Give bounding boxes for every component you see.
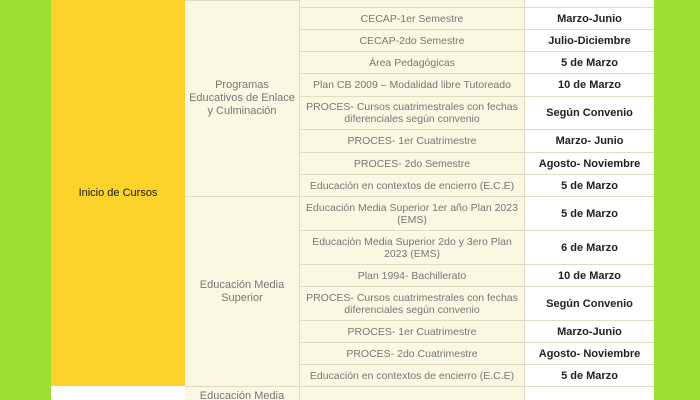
row-description xyxy=(299,0,525,7)
row-description: Educación en contextos de encierro (E.C.E) xyxy=(299,174,525,196)
row-date: Según Convenio xyxy=(525,286,654,320)
table-row xyxy=(299,264,654,286)
row-description xyxy=(299,386,525,400)
row-description: PROCES- Cursos cuatrimestrales con fechas diferenciales según convenio xyxy=(299,96,525,129)
table-row xyxy=(299,386,654,400)
table-row xyxy=(299,96,654,129)
group-title: Educación Media xyxy=(199,390,285,400)
row-date: Según Convenio xyxy=(525,96,654,129)
group-cell-media-superior xyxy=(185,196,299,386)
row-date: Julio-Diciembre xyxy=(525,29,654,51)
category-label: Inicio de Cursos xyxy=(78,187,158,199)
table-row xyxy=(299,7,654,29)
row-description: PROCES- Cursos cuatrimestrales con fechas diferenciales según convenio xyxy=(299,286,525,320)
table-row xyxy=(299,29,654,51)
row-description: Educación Media Superior 2do y 3ero Plan 2023 (EMS) xyxy=(299,230,525,264)
row-date: 6 de Marzo xyxy=(525,230,654,264)
group-cell-enlace xyxy=(185,0,299,196)
category-cell xyxy=(51,0,185,386)
row-date: 5 de Marzo xyxy=(525,174,654,196)
row-date: Marzo-Junio xyxy=(525,7,654,29)
row-date: 5 de Marzo xyxy=(525,364,654,386)
table-row xyxy=(299,320,654,342)
group-title: Programas Educativos de Enlace y Culminación xyxy=(189,79,295,117)
row-description: CECAP-2do Semestre xyxy=(299,29,525,51)
row-description: PROCES- 2do Cuatrimestre xyxy=(299,342,525,364)
table-row xyxy=(299,152,654,174)
row-description: PROCES- 2do Semestre xyxy=(299,152,525,174)
row-date xyxy=(525,0,654,7)
table-row xyxy=(299,196,654,230)
schedule-table xyxy=(51,0,654,400)
row-date: Agosto- Noviembre xyxy=(525,152,654,174)
table-row xyxy=(299,230,654,264)
row-date xyxy=(525,386,654,400)
row-description: Plan CB 2009 – Modalidad libre Tutoreado xyxy=(299,73,525,96)
row-date: Agosto- Noviembre xyxy=(525,342,654,364)
row-date: 5 de Marzo xyxy=(525,51,654,73)
row-description: PROCES- 1er Cuatrimestre xyxy=(299,320,525,342)
row-date: Marzo-Junio xyxy=(525,320,654,342)
row-description: Plan 1994- Bachillerato xyxy=(299,264,525,286)
table-row xyxy=(299,0,654,7)
table-row xyxy=(299,364,654,386)
row-date: 10 de Marzo xyxy=(525,73,654,96)
table-row xyxy=(299,286,654,320)
row-date: 5 de Marzo xyxy=(525,196,654,230)
row-description: CECAP-1er Semestre xyxy=(299,7,525,29)
row-description: Educación en contextos de encierro (E.C.E) xyxy=(299,364,525,386)
table-row xyxy=(299,174,654,196)
table-row xyxy=(299,129,654,152)
row-date: Marzo- Junio xyxy=(525,129,654,152)
table-row xyxy=(299,51,654,73)
row-description: Educación Media Superior 1er año Plan 2023 (EMS) xyxy=(299,196,525,230)
table-row xyxy=(299,342,654,364)
row-date: 10 de Marzo xyxy=(525,264,654,286)
group-cell-media-next xyxy=(185,386,299,400)
category-cell-next xyxy=(51,386,185,400)
table-row xyxy=(299,73,654,96)
group-title: Educación Media Superior xyxy=(199,278,285,304)
row-description: Área Pedagógicas xyxy=(299,51,525,73)
row-description: PROCES- 1er Cuatrimestre xyxy=(299,129,525,152)
